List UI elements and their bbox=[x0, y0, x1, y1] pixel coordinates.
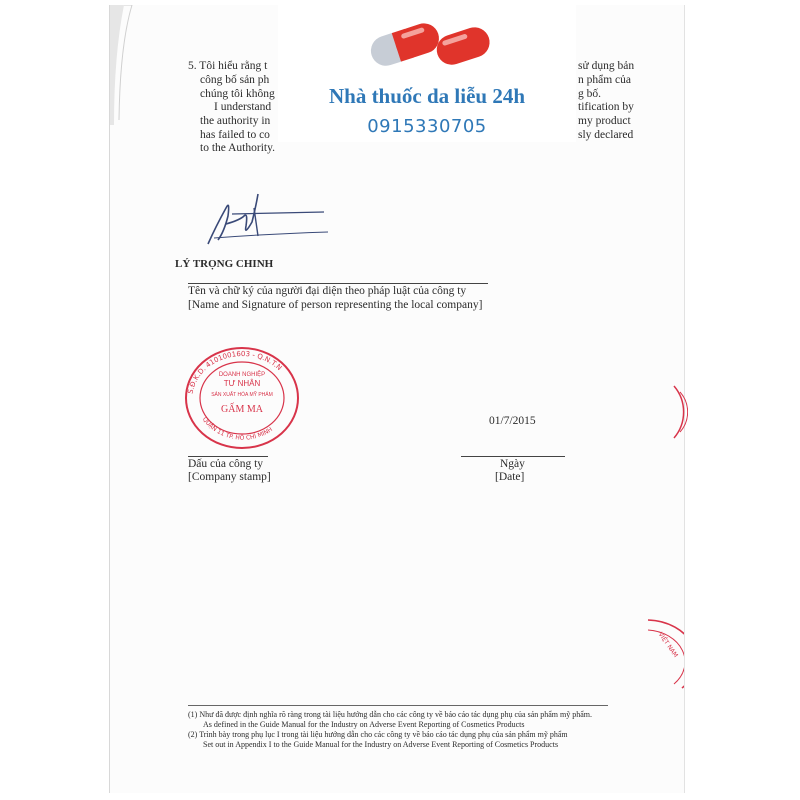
footnote-1-mark: (1) bbox=[188, 710, 198, 719]
pharmacy-name: Nhà thuốc da liễu 24h bbox=[328, 84, 526, 108]
date-label-en: [Date] bbox=[495, 471, 525, 483]
declaration-line-7-left: to the Authority. bbox=[200, 142, 275, 154]
footnote-2-mark: (2) bbox=[188, 730, 198, 739]
footnote-divider bbox=[188, 705, 608, 706]
date-label-vi: Ngày bbox=[500, 458, 525, 470]
pharmacy-phone: 0915330705 bbox=[367, 116, 487, 137]
footnote-2-text-vi: Trình bày trong phụ lục I trong tài liệu hướng dẫn cho các công ty về báo cáo tác dụng phụ của sản phẩm mỹ phẩm bbox=[199, 730, 568, 739]
declaration-line-2-left: công bố sản ph bbox=[200, 74, 270, 86]
footnote-1-text-en: As defined in the Guide Manual for the Industry on Adverse Event Reporting of Cosmetics Products bbox=[203, 720, 525, 729]
declaration-line-3-left: chúng tôi không bbox=[200, 88, 275, 100]
company-seal bbox=[178, 342, 308, 452]
seal-bottom-arc-text: QUẬN 11 TP. HỒ CHÍ MINH bbox=[200, 415, 274, 442]
company-stamp-label-vi: Dấu của công ty bbox=[188, 458, 264, 470]
seal-line-4: GẤM MA bbox=[221, 404, 263, 415]
seal-line-3: SẢN XUẤT HÓA MỸ PHẨM bbox=[211, 392, 273, 398]
signature-line bbox=[188, 283, 488, 284]
date-line bbox=[461, 456, 565, 457]
seal-line-1: DOANH NGHIỆP bbox=[218, 372, 266, 378]
signatory-caption-vi: Tên và chữ ký của người đại diện theo pháp luật của công ty bbox=[188, 285, 467, 297]
declaration-line-1-right: sử dụng bản bbox=[578, 60, 635, 72]
lower-edge-seal bbox=[644, 614, 684, 694]
declaration-line-5-left: the authority in bbox=[200, 115, 271, 127]
footnote-2-text-en: Set out in Appendix I to the Guide Manual for the Industry on Adverse Event Reporting of Cosmetics Products bbox=[203, 740, 559, 749]
footnote-1-vi bbox=[188, 710, 592, 720]
declaration-line-6-right: sly declared bbox=[578, 129, 634, 141]
seal-top-arc-text: S.Đ.K.D. 4101001603 - Q.N.T.N bbox=[186, 349, 284, 395]
declaration-line-2-right: n phẩm của bbox=[578, 74, 632, 86]
company-stamp-line bbox=[188, 456, 268, 457]
handwritten-signature bbox=[196, 186, 336, 256]
signatory-caption-en: [Name and Signature of person representing the local company] bbox=[188, 299, 483, 311]
declaration-line-3-right: g bố. bbox=[578, 88, 601, 100]
footnote-1-text-vi: Như đã được định nghĩa rõ ràng trong tài liệu hướng dẫn cho các công ty về báo cáo tác dụng phụ của sản phẩm mỹ phẩm. bbox=[199, 710, 593, 719]
company-stamp-label-en: [Company stamp] bbox=[188, 471, 271, 483]
declaration-line-5-right: my product bbox=[578, 115, 631, 127]
edge-seal-text: VIỆT NAM bbox=[656, 631, 680, 659]
declaration-line-4-right: tification by bbox=[578, 101, 634, 113]
signatory-name: LÝ TRỌNG CHINH bbox=[175, 258, 274, 270]
edge-seal-fragment bbox=[672, 382, 688, 442]
declaration-line-4-left: I understand bbox=[214, 101, 272, 113]
pill-logo-icon bbox=[360, 6, 500, 76]
date-value: 01/7/2015 bbox=[489, 415, 536, 427]
declaration-line-6-left: has failed to co bbox=[200, 129, 270, 141]
footnote-2-vi bbox=[188, 730, 568, 740]
declaration-line-1-left: 5. Tôi hiểu rằng t bbox=[188, 60, 268, 72]
pharmacy-watermark bbox=[278, 0, 576, 142]
seal-line-2: TƯ NHÂN bbox=[223, 379, 261, 388]
folded-corner-shadow bbox=[110, 5, 170, 125]
